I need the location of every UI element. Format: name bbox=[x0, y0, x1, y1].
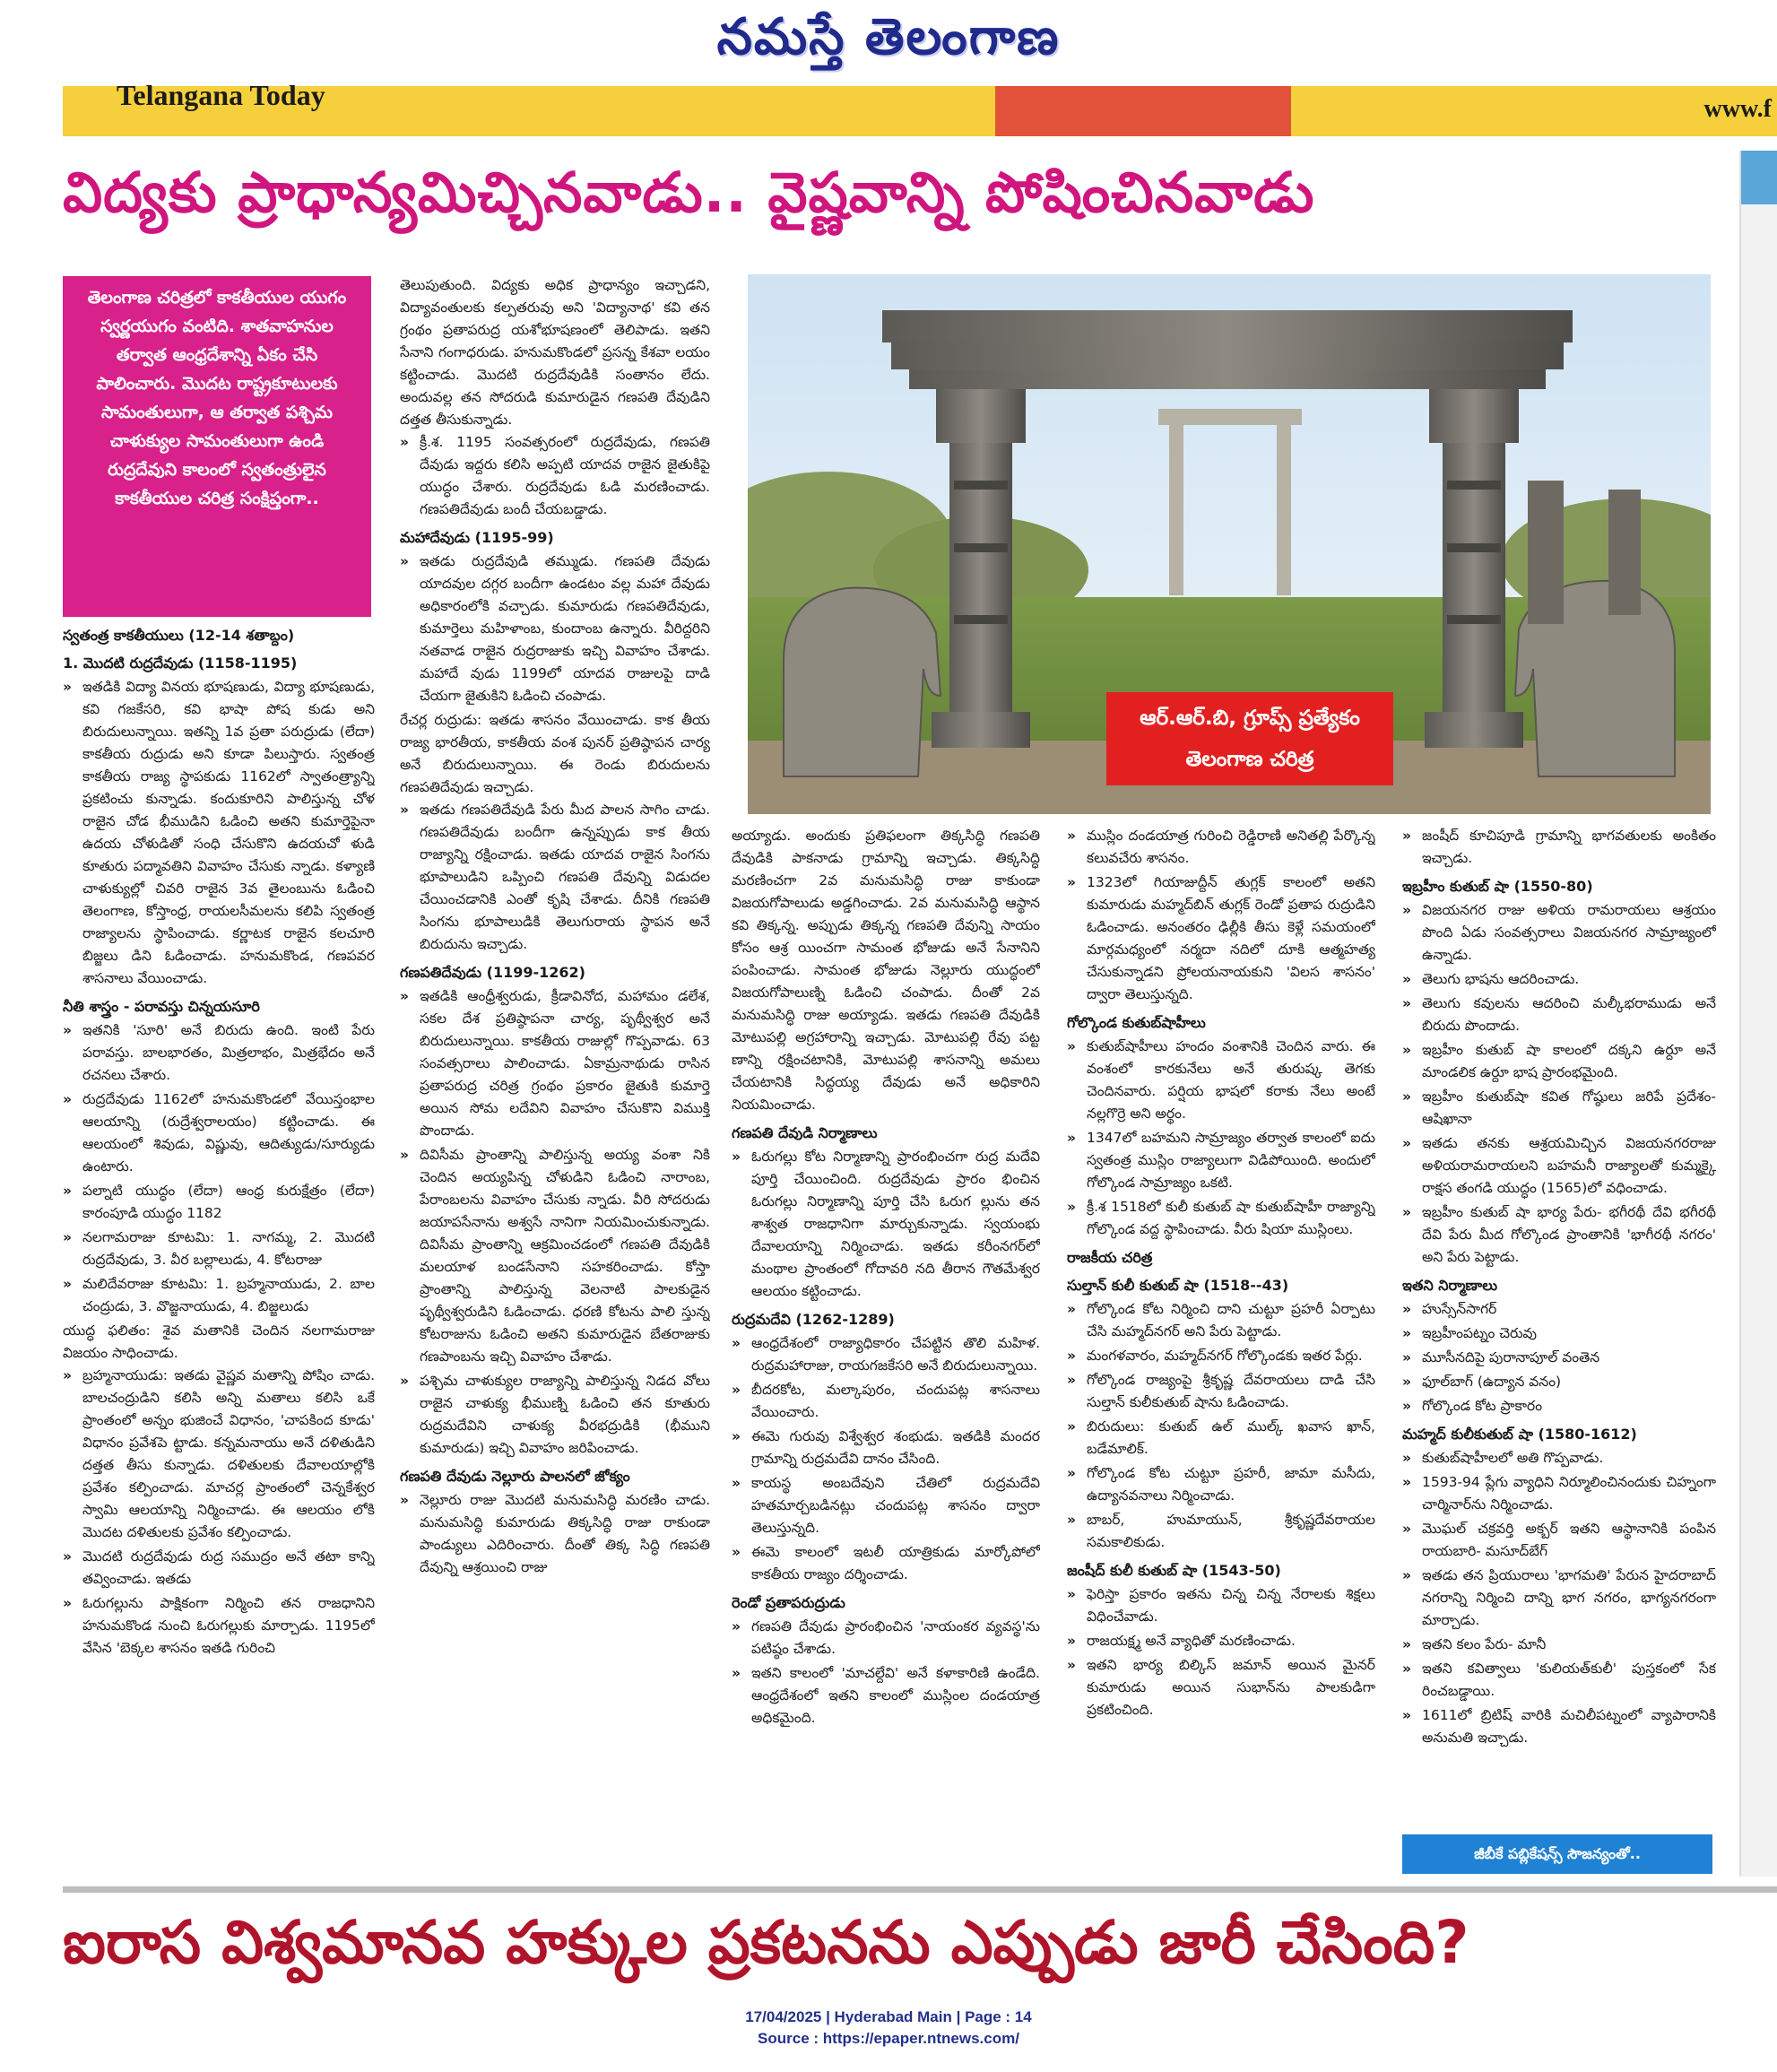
section-heading: ఇతని నిర్మాణాలు bbox=[1402, 1277, 1498, 1294]
bullet-paragraph: » క్రీ.శ 1518లో కులీ కుతుబ్ షా కుతుబ్‌షాహీ రాజ్యాన్ని గోల్కొండ వద్ద స్థాపించాడు. వీరు షియా ముస్లింలు. bbox=[1067, 1196, 1375, 1241]
bullet-paragraph: » రాజయక్ష్మ అనే వ్యాధితో మరణించాడు. bbox=[1067, 1630, 1375, 1652]
bullet-paragraph: » గోల్కొండ కోట చుట్టూ ప్రహరీ, జామా మసీదు, ఉద్యానవనాలు నిర్మించాడు. bbox=[1067, 1462, 1375, 1507]
bullet-paragraph: » నెల్లూరు రాజు మొదటి మనుమసిద్ధి మరణిం చాడు. మనుమసిద్ధి కుమారుడు తిక్కసిద్ధి రాజు రాకుండా పాండ్యులు ఎదిరించారు. దీంతో తిక్క సిద్ధి గణపతి దేవున్ని ఆశ్రయించి రాజు bbox=[400, 1489, 710, 1579]
bullet-paragraph: » ఇబ్రహీం కుతుబ్‌షా కవిత గోష్ఠులు జరిపే ప్రదేశం- ఆషిఖానా bbox=[1402, 1086, 1716, 1131]
section-heading: స్వతంత్ర కాకతీయులు (12-14 శతాబ్దం) bbox=[63, 627, 295, 644]
bullet-paragraph: » ఇతడికి ఆంధ్రీశ్వరుడు, క్రీడావినోద, మహామం డలేశ, సకల దేశ ప్రతిష్ఠాపనా చార్య, పృథ్వీశ్వర అనే బిరుదులున్నాయి. కాకతీయ రాజుల్లో గొప్పవాడు. 63 సంవత్సరాలు పాలించాడు. ఏకామ్రనాథుడు రాసిన ప్రతాపరుద్ర చరిత్ర గ్రంథం ప్రకారం జైతుకి కుమార్తె అయిన సోమ లదేవిని వివాహం చేసుకొని విముక్తి పొందాడు. bbox=[400, 985, 710, 1142]
bullet-paragraph: » ఇతడికి విద్యా వినయ భూషణుడు, విద్యా భూషణుడు, కవి గజకేసరి, కవి భాషా పోష కుడు అని బిరుదులున్నాయి. ఇతన్ని 1వ ప్రతా పరుద్రుడు (లేదా) కాకతీయ రుద్రుడు అని కూడా పిలుస్తారు. స్వతంత్ర కాకతీయ రాజ్య స్థాపకుడు 1162లో స్వాతంత్ర్యాన్ని ప్రకటించు కున్నాడు. కందుకూరిని పాలిస్తున్న చోళ రాజైన చోడ భీముడిని ఓడించి అతని కుమార్తెపైనా ఉదయ చోళుడితో సంధి చేసుకొని ఉదయచో ళుడి కూతురు పద్మావతిని వివాహం చేసుకు న్నాడు. కళ్యాణి చాళుక్యుల్లో చివరి రాజైన 3వ తైలంబును ఓడించి తెలంగాణ, కోస్తాంధ్ర, రాయలసీమలను కలిపి స్వతంత్ర రాజ్యాలను స్థాపించాడు. కర్ణాటక రాజైన కలచూరి బిజ్జలు డిని ఓడించాడు. హనుమకొండ, గణపవర శాసనాలు వేయించాడు. bbox=[63, 676, 375, 990]
bullet-paragraph: » 1347లో బహమని సామ్రాజ్యం తర్వాత కాలంలో ఐదు స్వతంత్ర ముస్లిం రాజ్యాలుగా విడిపోయింది. అందులో గోల్కొండ సామ్రాజ్యం ఒకటి. bbox=[1067, 1127, 1375, 1194]
section-heading: మహ్మద్ కులీకుతుబ్ షా (1580-1612) bbox=[1402, 1426, 1637, 1443]
bullet-paragraph: » నలగామరాజు కూటమి: 1. నాగమ్మ, 2. మొదటి రుద్రదేవుడు, 3. వీర బల్లాలుడు, 4. కోటరాజు bbox=[63, 1227, 375, 1271]
paragraph: రేచర్ల రుద్రుడు: ఇతడు శాసనం వేయించాడు. కాక తీయ రాజ్య భారతీయ, కాకతీయ వంశ పునర్ ప్రతిష్ఠాపన చార్య అనే బిరుదులున్నాయి. ఈ రెండు బిరుదులను గణపతిదేవుడు ఇచ్చాడు. bbox=[400, 712, 710, 795]
source-line: Source : https://epaper.ntnews.com/ bbox=[758, 2030, 1019, 2047]
bullet-paragraph: » క్రీ.శ. 1195 సంవత్సరంలో రుద్రదేవుడు, గణపతి దేవుడు ఇద్దరు కలిసి అప్పటి యాదవ రాజైన జైతుకిపై యుద్ధం చేశారు. రుద్రదేవుడు ఓడి మరణించాడు. గణపతిదేవుడు బందీ చేయబడ్డాడు. bbox=[400, 431, 710, 521]
bullet-paragraph: » హుస్సేన్‌సాగర్ bbox=[1402, 1298, 1716, 1321]
series-badge-line-2: తెలంగాణ చరిత్ర bbox=[1185, 748, 1314, 771]
section-heading: రెండో ప్రతాపరుద్రుడు bbox=[732, 1594, 845, 1611]
bullet-paragraph: » ముస్లిం దండయాత్ర గురించి రెడ్డిరాణి అనితల్లి పేర్కొన్న కలువచేరు శాసనం. bbox=[1067, 825, 1375, 870]
bullet-paragraph: » కాయస్థ అంబదేవుని చేతిలో రుద్రమదేవి హతమార్చబడినట్లు చందుపట్ల శాసనం ద్వారా తెలుస్తున్నది. bbox=[732, 1472, 1040, 1539]
masthead bbox=[0, 0, 1777, 79]
publication-credit: జీబీకే పబ్లికేషన్స్ సౌజన్యంతో.. bbox=[1402, 1834, 1712, 1874]
bullet-paragraph: » ఇతని కవిత్వాలు 'కులియత్‌కులీ' పుస్తకంలో సేక రించబడ్డాయి. bbox=[1402, 1658, 1716, 1703]
bullet-paragraph: » ఇతని భార్య బిల్కిస్ జమాన్ అయిన మైనర్ కుమారుడు అయిన సుభాన్‌ను పాలకుడిగా ప్రకటించింది. bbox=[1067, 1654, 1375, 1721]
bullet-paragraph: » మూసీనదిపై పురానాపూల్ వంతెన bbox=[1402, 1347, 1716, 1369]
bullet-paragraph: » విజయనగర రాజు అళియ రామరాయలు ఆశ్రయం పొంది ఏడు సంవత్సరాలు విజయనగర సామ్రాజ్యంలో ఉన్నాడు. bbox=[1402, 899, 1716, 967]
bullet-paragraph: » ఆంధ్రదేశంలో రాజ్యాధికారం చేపట్టిన తొలి మహిళ. రుద్రమహారాజు, రాయగజకేసరి అనే బిరుదులున్నాయి. bbox=[732, 1332, 1040, 1377]
bullet-paragraph: » తెలుగు కవులను ఆదరించి మల్కీభరాముడు అనే బిరుదు పొందాడు. bbox=[1402, 993, 1716, 1037]
bullet-paragraph: » గోల్కొండ కోట నిర్మించి దాని చుట్టూ ప్రహరీ ఏర్పాటు చేసి మహ్మద్‌నగర్ అని పేరు పెట్టాడు. bbox=[1067, 1298, 1375, 1343]
bullet-paragraph: » పశ్చిమ చాళుక్యుల రాజ్యాన్ని పాలిస్తున్న నిడద వోలు రాజైన చాళుక్య భీముణ్ని ఓడించి తన కూతురు రుద్రమదేవిని చాళుక్య వీరభద్రుడికి (భీముని కుమారుడు) ఇచ్చి వివాహం జరిపించాడు. bbox=[400, 1370, 710, 1460]
section-heading: రుద్రమదేవి (1262-1289) bbox=[732, 1311, 895, 1328]
bullet-paragraph: » ఇబ్రహీం కుతుబ్ షా భార్య పేరు- భగీరథీ దేవి భగీరథీ దేవి పేరు మీద గోల్కొండ ప్రాంతానికి 'భాగీరథీ నగరం' అని పేరు పెట్టాడు. bbox=[1402, 1201, 1716, 1269]
bullet-paragraph: » 1323లో గియాజుద్దీన్ తుగ్లక్ కాలంలో అతని కుమారుడు మహ్మద్‌బిన్ తుగ్లక్ రెండో ప్రతాప రుద్రుడిని ఓడించాడు. అనంతరం ఢిల్లీకి తీసు కెళ్లే సమయంలో మార్గమధ్యంలో నర్మదా నదిలో దూకి ఆత్మహత్య చేసుకున్నాడని ప్రోలయనాయకుని 'విలస శాసనం' ద్వారా తెలుస్తున్నది. bbox=[1067, 871, 1375, 1006]
bullet-paragraph: » ఇతని కాలంలో 'మాచల్దేవి' అనే కళాకారిణి ఉండేది. ఆంధ్రదేశంలో ఇతని కాలంలో ముస్లింల దండయాత్ర అధికమైంది. bbox=[732, 1662, 1040, 1730]
page-footer bbox=[0, 2007, 1777, 2050]
section-heading: నీతి శాస్త్రం - పరావస్తు చిన్నయసూరి bbox=[63, 998, 260, 1015]
promo-right-url: www.f bbox=[1703, 95, 1772, 123]
bullet-paragraph: » ఇతని కలం పేరు- మానీ bbox=[1402, 1634, 1716, 1656]
bullet-paragraph: » 1593-94 ప్లేగు వ్యాధిని నిర్మూలించినందుకు చిహ్నంగా చార్మినార్‌ను నిర్మించాడు. bbox=[1402, 1471, 1716, 1516]
bullet-paragraph: » మలిదేవరాజు కూటమి: 1. బ్రహ్మనాయుడు, 2. బాల చంద్రుడు, 3. వొజ్జనాయుడు, 4. బిజ్జలుడు bbox=[63, 1273, 375, 1318]
article-headline: విద్యకు ప్రాధాన్యమిచ్చినవాడు.. వైష్ణవాన్ని పోషించినవాడు bbox=[63, 160, 1315, 225]
section-heading: గణపతిదేవుడు (1199-1262) bbox=[400, 964, 585, 981]
bullet-paragraph: » ఓరుగల్లు కోట నిర్మాణాన్ని ప్రారంభించగా రుద్ర మదేవి పూర్తి చేయించింది. రుద్రదేవుడు ప్రారం భించిన ఓరుగల్లు నిర్మాణాన్ని పూర్తి చేసి ఓరుగ ల్లును తన శాశ్వత రాజధానిగా మార్చుకున్నాడు. స్వయంభు దేవాలయాన్ని నిర్మించాడు. ఇతడు కరీంనగర్‌లో మంథాల ప్రాంతంలో గోదావరి నది తీరాన గౌతమేశ్వర ఆలయం కట్టించాడు. bbox=[732, 1146, 1040, 1303]
bullet-paragraph: » పల్నాటి యుద్ధం (లేదా) ఆంధ్ర కురుక్షేత్రం (లేదా) కారంపూడి యుద్ధం 1182 bbox=[63, 1180, 375, 1225]
bullet-paragraph: » ఇబ్రహీం కుతుబ్ షా కాలంలో దక్కని ఉర్దూ అనే మాండలిక ఉర్దూ భాష ప్రారంభమైంది. bbox=[1402, 1039, 1716, 1084]
bullet-paragraph: » తెలుగు భాషను ఆదరించాడు. bbox=[1402, 968, 1716, 991]
adjacent-article-image bbox=[1741, 151, 1777, 204]
promo-center-block bbox=[995, 86, 1291, 136]
promo-left-brand: Telangana Today bbox=[117, 79, 325, 111]
promo-banner bbox=[63, 79, 1777, 136]
paragraph: యుద్ధ ఫలితం: శైవ మతానికి చెందిన నలగామరాజు విజయం సాధించాడు. bbox=[63, 1322, 375, 1361]
paragraph: అయ్యాడు. అందుకు ప్రతిఫలంగా తిక్కసిద్ధి గణపతి దేవుడికి పాకనాడు గ్రామాన్ని ఇచ్చాడు. తిక్కసిద్ధి మరణించగా 2వ మనుమసిద్ధి రాజు కాకుండా విజయగోపాలుడు అడ్డగించాడు. 2వ మనుమసిద్ధి ఆస్థాన కవి తిక్కన్న. అప్పుడు తిక్కన్న గణపతి దేవున్ని సాయం కోసం ఆశ్ర యించగా సామంత భోజుడు అనే సేనానిని పంపించాడు. సామంత భోజుడు నెల్లూరు యుద్ధంలో విజయగోపాలుణ్ని ఓడించి చంపాడు. దీంతో 2వ మనుమసిద్ధి రాజు అయ్యాడు. ఇతడు గణపతి దేవుడికి మోటుపల్లి అగ్రహారాన్ని ఇచ్చాడు. మోటుపల్లి రేవు పట్ట ణాన్ని రక్షించటానికి, మోటుపల్లి శాసనాన్ని అమలు చేయటానికి సిద్ధయ్య దేవుడు అనే అధికారిని నియమించాడు. bbox=[732, 828, 1040, 1113]
bullet-paragraph: » ఓరుగల్లును పాక్షికంగా నిర్మించి తన రాజధానిని హనుమకొండ నుంచి ఓరుగల్లుకు మార్చాడు. 1195లో వేసిన 'బెక్కల శాసనం ఇతడి గురించి bbox=[63, 1592, 375, 1660]
series-badge-line-1: ఆర్.ఆర్.బి, గ్రూప్స్ ప్రత్యేకం bbox=[1140, 707, 1360, 730]
bullet-paragraph: » ఇతనికి 'సూరి' అనే బిరుదు ఉంది. ఇంటి పేరు పరావస్తు. బాలభారతం, మిత్రలాభం, మిత్రభేదం అనే రచనలు చేశారు. bbox=[63, 1019, 375, 1087]
warangal-fort-photo bbox=[748, 274, 1711, 814]
section-heading: మహాదేవుడు (1195-99) bbox=[400, 529, 554, 546]
bullet-paragraph: » గోల్కొండ కోట ప్రాకారం bbox=[1402, 1395, 1716, 1417]
bullet-paragraph: » కుతుబ్‌షాహీలలో అతి గొప్పవాడు. bbox=[1402, 1447, 1716, 1469]
newspaper-logo: నమస్తే తెలంగాణ bbox=[716, 7, 1061, 66]
section-heading: రాజకీయ చరిత్ర bbox=[1067, 1249, 1153, 1266]
bullet-paragraph: » జంషీద్ కూచిపూడి గ్రామాన్ని భాగవతులకు అంకితం ఇచ్చాడు. bbox=[1402, 825, 1716, 870]
series-badge bbox=[1106, 692, 1393, 785]
intro-box: తెలంగాణ చరిత్రలో కాకతీయుల యుగం స్వర్ణయుగం వంటిది. శాతవాహనుల తర్వాత ఆంధ్రదేశాన్ని ఏకం చేసి పాలించారు. మొదట రాష్ట్రకూటులకు సామంతులుగా, ఆ తర్వాత పశ్చిమ చాళుక్యుల సామంతులుగా ఉండి రుద్రదేవుని కాలంలో స్వతంత్రులైన కాకతీయుల చరిత్ర సంక్షిప్తంగా.. bbox=[63, 276, 371, 617]
section-heading: జంషీద్ కులీ కుతుబ్ షా (1543-50) bbox=[1067, 1562, 1281, 1579]
section-heading: గణపతి దేవుడు నెల్లూరు పాలనలో జోక్యం bbox=[400, 1468, 630, 1485]
bullet-paragraph: » మొదటి రుద్రదేవుడు రుద్ర సముద్రం అనే తటా కాన్ని తవ్వించాడు. ఇతడు bbox=[63, 1546, 375, 1591]
bullet-paragraph: » ఇతడు గణపతిదేవుడి పేరు మీద పాలన సాగిం చాడు. గణపతిదేవుడు బందీగా ఉన్నప్పుడు కాక తీయ రాజ్యాన్ని రక్షించాడు. ఇతడు యాదవ రాజైన సింగను భూపాలుడిని ఒప్పించి గణపతి దేవున్ని విడుదల చేయించడానికి ఎంతో కృషి చేశాడు. దీనికి గణపతి సింగను భూపాలుడికి తెలుగురాయ స్థాపన అనే బిరుదును ఇచ్చాడు. bbox=[400, 799, 710, 956]
bullet-paragraph: » ఫూల్‌బాగ్ (ఉద్యాన వనం) bbox=[1402, 1371, 1716, 1393]
section-divider bbox=[63, 1886, 1777, 1893]
section-heading: ఇబ్రహీం కుతుబ్ షా (1550-80) bbox=[1402, 878, 1593, 895]
section-heading: గణపతి దేవుడి నిర్మాణాలు bbox=[732, 1124, 878, 1141]
article-column-4 bbox=[1067, 825, 1375, 1879]
bullet-paragraph: » ఇతడు తనకు ఆశ్రయమిచ్చిన విజయనగరరాజు అళియరామరాయలని బహమనీ రాజ్యాలతో కుమ్మక్కై రాక్షస తంగడి యుద్ధం (1565)లో వధించాడు. bbox=[1402, 1132, 1716, 1200]
bullet-paragraph: » రుద్రదేవుడు 1162లో హనుమకొండలో వేయిస్తంభాల ఆలయాన్ని (రుద్రేశ్వరాలయం) కట్టించాడు. ఈ ఆలయంలో శివుడు, విష్ణువు, ఆదిత్యుడు/సూర్యుడు ఉంటారు. bbox=[63, 1088, 375, 1178]
next-article-question: ఐరాస విశ్వమానవ హక్కుల ప్రకటనను ఎప్పుడు జారీ చేసింది? bbox=[63, 1908, 1469, 1977]
article-column-1 bbox=[63, 619, 375, 1874]
bullet-paragraph: » గోల్కొండ రాజ్యంపై శ్రీకృష్ణ దేవరాయలు దాడి చేసి సుల్తాన్ కులీకుతుబ్ షాను ఓడించాడు. bbox=[1067, 1369, 1375, 1414]
section-heading: సుల్తాన్ కులీ కుతుబ్ షా (1518--43) bbox=[1067, 1277, 1289, 1294]
bullet-paragraph: » ఇతడు తన ప్రియురాలు 'భాగమతి' పేరున హైదరాబాద్ నగరాన్ని నిర్మించి దాన్ని భాగ నగరం, భాగ్యనగరంగా మార్చాడు. bbox=[1402, 1565, 1716, 1632]
article-column-2 bbox=[400, 274, 710, 1879]
bullet-paragraph: » ఈమె కాలంలో ఇటలీ యాత్రికుడు మార్కోపోలో కాకతీయ రాజ్యం దర్శించాడు. bbox=[732, 1541, 1040, 1586]
bullet-paragraph: » 1611లో బ్రిటిష్ వారికి మచిలీపట్నంలో వ్యాపారానికి అనుమతి ఇచ్చాడు. bbox=[1402, 1704, 1716, 1749]
article-column-3 bbox=[732, 825, 1040, 1879]
bullet-paragraph: » మొఘల్ చక్రవర్తి అక్బర్ ఇతని ఆస్థానానికి పంపిన రాయబారి- మసూద్‌బేగ్ bbox=[1402, 1518, 1716, 1563]
adjacent-article-strip bbox=[1739, 151, 1777, 1877]
bullet-paragraph: » గణపతి దేవుడు ప్రారంభించిన 'నాయంకర వ్యవస్థ'ను పటిష్ఠం చేశాడు. bbox=[732, 1616, 1040, 1660]
bullet-paragraph: » ఇతడు రుద్రదేవుడి తమ్ముడు. గణపతి దేవుడు యాదవుల దగ్గర బందీగా ఉండటం వల్ల మహా దేవుడు అధికారంలోకి వచ్చాడు. కుమారుడు గణపతిదేవుడు, కుమార్తెలు మహిళాంబ, కుందాంబ ఉన్నారు. వీరిద్దరిని నతవాడ రాజైన రుద్రరాజుకు ఇచ్చి వివాహం చేశాడు. మహాదే వుడు 1199లో యాదవ రాజులపై దాడి చేయగా జైతుకిని ఓడించి చంపాడు. bbox=[400, 551, 710, 707]
bullet-paragraph: » ఈమె గురువు విశ్వేశ్వర శంభుడు. ఇతడికి మందర గ్రామాన్ని రుద్రమదేవి దానం చేసింది. bbox=[732, 1426, 1040, 1470]
bullet-paragraph: » మంగళవారం, మహ్మద్‌నగర్ గోల్కొండకు ఇతర పేర్లు. bbox=[1067, 1345, 1375, 1367]
bullet-paragraph: » బిరుదులు: కుతుబ్ ఉల్ ముల్క్ ఖవాస ఖాన్, బడేమాలిక్. bbox=[1067, 1416, 1375, 1461]
article-column-5 bbox=[1402, 825, 1716, 1829]
paragraph: తెలుపుతుంది. విద్యకు అధిక ప్రాధాన్యం ఇచ్చాడని, విద్యావంతులకు కల్పతరువు అని 'విద్యానాథ' కవి తన గ్రంథం ప్రతాపరుద్ర యశోభూషణంలో తెలిపాడు. ఇతని సేనాని గంగాధరుడు. హనుమకొండలో ప్రసన్న కేశవా లయం కట్టించాడు. మొదటి రుద్రదేవుడికి సంతానం లేదు. అందువల్ల తన సోదరుడి కుమారుడైన గణపతి దేవుడిని దత్తత తీసుకున్నాడు. bbox=[400, 277, 710, 428]
edition-line: 17/04/2025 | Hyderabad Main | Page : 14 bbox=[745, 2008, 1032, 2025]
bullet-paragraph: » బీదరకోట, మల్కాపురం, చందుపట్ల శాసనాలు వేయించారు. bbox=[732, 1379, 1040, 1424]
bullet-paragraph: » ఇబ్రహీంపట్నం చెరువు bbox=[1402, 1322, 1716, 1345]
section-heading: 1. మొదటి రుద్రదేవుడు (1158-1195) bbox=[63, 655, 298, 672]
bullet-paragraph: » బ్రహ్మనాయుడు: ఇతడు వైష్ణవ మతాన్ని పోషిం చాడు. బాలచంద్రుడిని కలిసి అన్ని మతాలు కలిసి ఒకే ప్రాంతంలో అన్నం భుజించే విధానం, 'చాపకింద కూడు' విధానం ప్రవేశపె ట్టాడు. కన్నమనాయు అనే దళితుడిని దత్తత తీసు కున్నాడు. దళితులకు దేవాలయాల్లోకి ప్రవేశం కల్పించాడు. మాచర్ల ప్రాంతంలో చెన్నకేశ్వర స్వామి ఆలయాన్ని నిర్మించాడు. ఈ ఆలయం లోకి మొదట దళితులకు ప్రవేశం కల్పించాడు. bbox=[63, 1365, 375, 1544]
section-heading: గోల్కొండ కుతుబ్‌షాహీలు bbox=[1067, 1014, 1206, 1031]
bullet-paragraph: » కుతుబ్‌షాహీలు హందం వంశానికి చెందిన వారు. ఈ వంశంలో కారకునేలు అనే తురుష్క తెగకు చెందినవారు. పర్షియ భాషలో కరాకు నేలు అంటే నల్లగొర్రె అని అర్థం. bbox=[1067, 1036, 1375, 1125]
bullet-paragraph: » ఫెరిస్తా ప్రకారం ఇతను చిన్న చిన్న నేరాలకు శిక్షలు విధించేవాడు. bbox=[1067, 1583, 1375, 1628]
bullet-paragraph: » బాబర్, హుమాయున్, శ్రీకృష్ణదేవరాయల సమకాలికుడు. bbox=[1067, 1509, 1375, 1554]
bullet-paragraph: » దివిసీమ ప్రాంతాన్ని పాలిస్తున్న అయ్య వంశా నికి చెందిన అయ్యపిన్న చోళుడిని ఓడించి నారాంబ, పేరాంబలను వివాహం చేసుకు న్నాడు. వీరి సోదరుడు జయాపసేనాను అశ్వసే నానిగా నియమించుకున్నాడు. దివిసీమ ప్రాంతాన్ని ఆక్రమించడంలో గణపతి దేవుడికి మలయాళ బండసేనాని సహకరించాడు. కోస్తా ప్రాంతాన్ని పాలిస్తున్న వెలనాటి పాలకుడైన పృథ్వీశ్వరుడిని ఓడించాడు. ధరణి కోటను పాలి స్తున్న కోటరాజును ఓడించి అతని కుమారుడైన బేతరాజుకు గణపాంబను ఇచ్చి వివాహం చేశాడు. bbox=[400, 1144, 710, 1368]
